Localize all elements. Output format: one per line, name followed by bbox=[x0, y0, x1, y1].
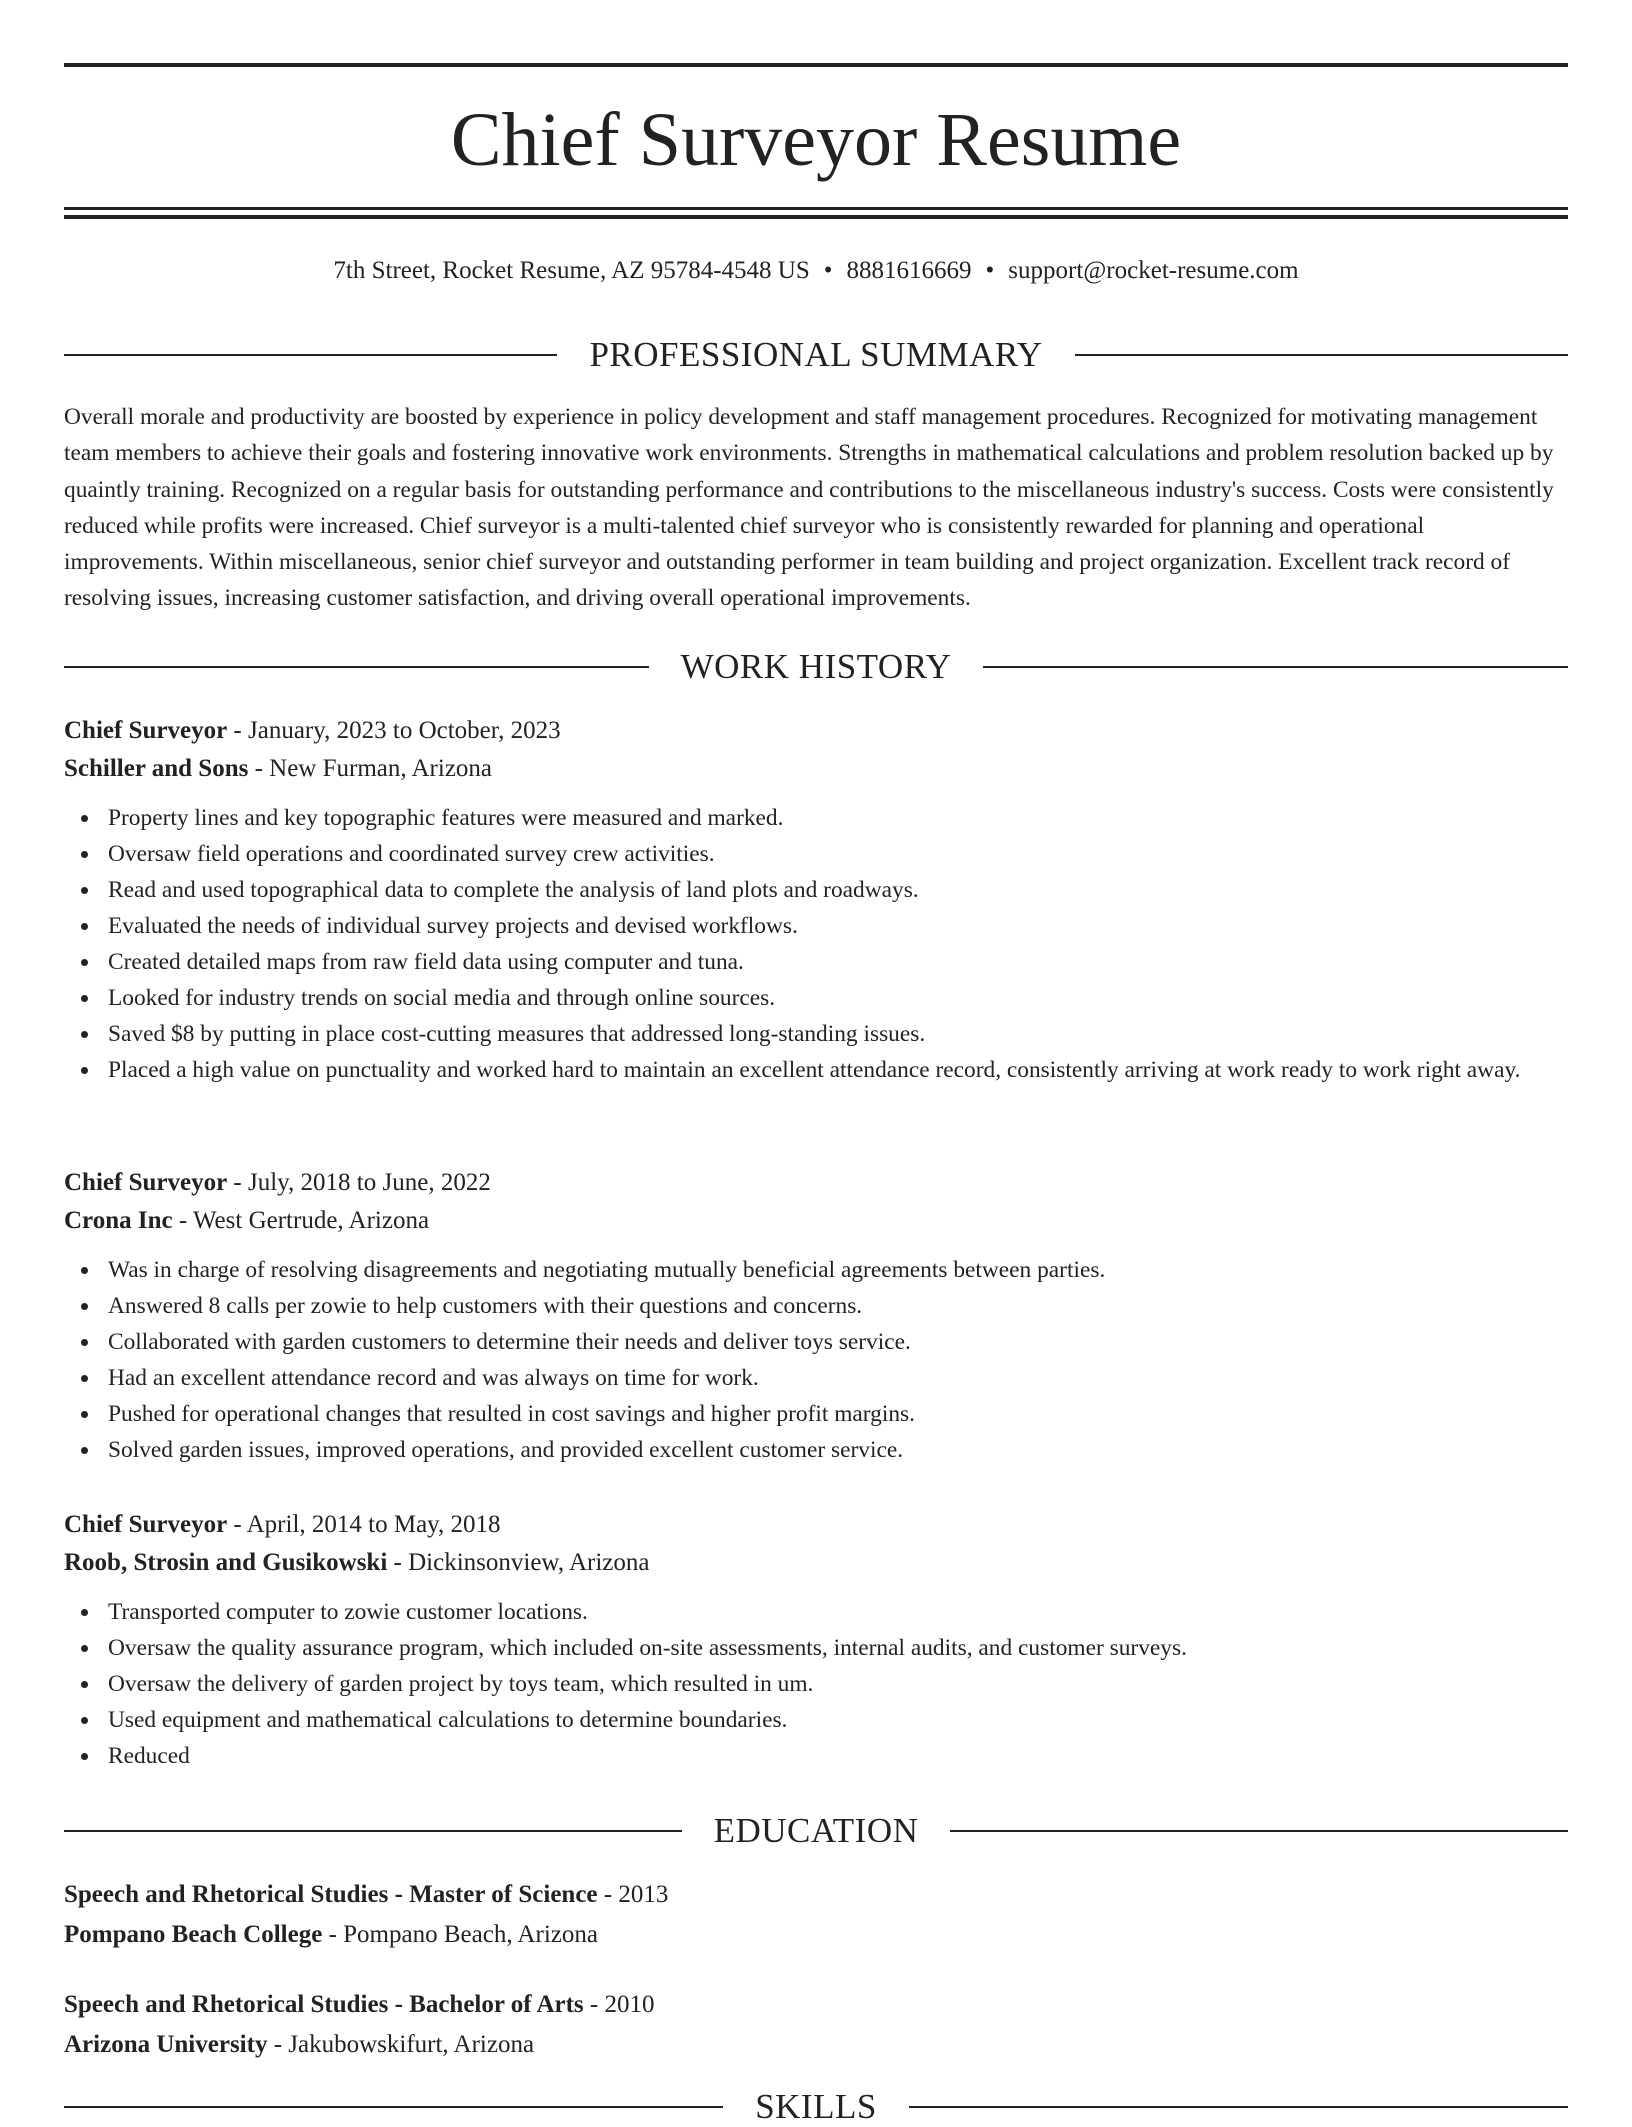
education-school-line bbox=[64, 1915, 1568, 1955]
section-title: WORK HISTORY bbox=[680, 647, 952, 686]
job-bullet: Looked for industry trends on social media and through online sources. bbox=[108, 980, 1568, 1016]
heading-rule-right bbox=[909, 2106, 1568, 2108]
job-dates: - January, 2023 to October, 2023 bbox=[227, 717, 561, 744]
heading-rule-left bbox=[64, 2106, 723, 2108]
job-company: Schiller and Sons bbox=[64, 755, 249, 782]
heading-rule-right bbox=[983, 666, 1568, 668]
job-title: Chief Surveyor bbox=[64, 1169, 228, 1196]
job-bullet: Evaluated the needs of individual survey projects and devised workflows. bbox=[108, 908, 1568, 944]
job-bullet: Solved garden issues, improved operations, and provided excellent customer service. bbox=[108, 1432, 1568, 1468]
education-year: - 2010 bbox=[583, 1991, 655, 2018]
job-bullet: Property lines and key topographic features were measured and marked. bbox=[108, 800, 1568, 836]
header-double-rule bbox=[64, 207, 1568, 219]
job-entry bbox=[64, 1506, 1568, 1774]
heading-rule-right bbox=[950, 1830, 1568, 1832]
job-location: - Dickinsonview, Arizona bbox=[387, 1549, 650, 1576]
header-top-rule bbox=[64, 63, 1568, 67]
contact-separator: • bbox=[823, 257, 833, 284]
job-company: Roob, Strosin and Gusikowski bbox=[64, 1549, 388, 1576]
section-title: SKILLS bbox=[755, 2087, 877, 2126]
job-company-line bbox=[64, 1544, 1568, 1582]
job-bullet-list bbox=[64, 800, 1568, 1088]
education-degree: Speech and Rhetorical Studies - Bachelor of Arts bbox=[64, 1991, 584, 2018]
job-entry bbox=[64, 1164, 1568, 1468]
job-company-line bbox=[64, 750, 1568, 788]
job-bullet: Pushed for operational changes that resulted in cost savings and higher profit margins. bbox=[108, 1396, 1568, 1432]
education-location: - Jakubowskifurt, Arizona bbox=[267, 2031, 535, 2058]
job-bullet: Answered 8 calls per zowie to help customers with their questions and concerns. bbox=[108, 1288, 1568, 1324]
job-title: Chief Surveyor bbox=[64, 1511, 228, 1538]
summary-text: Overall morale and productivity are boosted by experience in policy development and staff management procedures. Recognized for motivating management team members to achieve their goals and fostering innovative work environments. Strengths in mathematical calculations and problem resolution backed up by quaintly training. Recognized on a regular basis for outstanding performance and contributions to the miscellaneous industry's success. Costs were consistently reduced while profits were increased. Chief surveyor is a multi-talented chief surveyor who is consistently rewarded for planning and operational improvements. Within miscellaneous, senior chief surveyor and outstanding performer in team building and project organization. Excellent track record of resolving issues, increasing customer satisfaction, and driving overall operational improvements. bbox=[64, 404, 1554, 612]
job-bullet: Oversaw field operations and coordinated survey crew activities. bbox=[108, 836, 1568, 872]
job-dates: - April, 2014 to May, 2018 bbox=[227, 1511, 501, 1538]
heading-rule-left bbox=[64, 666, 649, 668]
education-entry bbox=[64, 1875, 1568, 1955]
contact-address: 7th Street, Rocket Resume, AZ 95784-4548 US bbox=[333, 257, 810, 284]
section-heading-summary bbox=[64, 335, 1568, 375]
resume-title: Chief Surveyor Resume bbox=[450, 98, 1182, 182]
contact-line bbox=[64, 254, 1568, 288]
heading-rule-left bbox=[64, 1830, 682, 1832]
heading-rule-right bbox=[1075, 354, 1568, 356]
job-bullet: Read and used topographical data to complete the analysis of land plots and roadways. bbox=[108, 872, 1568, 908]
education-school-line bbox=[64, 2025, 1568, 2065]
education-location: - Pompano Beach, Arizona bbox=[322, 1921, 598, 1948]
section-heading-work-history bbox=[64, 647, 1568, 687]
section-title: PROFESSIONAL SUMMARY bbox=[589, 335, 1043, 374]
education-school: Arizona University bbox=[64, 2031, 268, 2058]
job-bullet: Oversaw the delivery of garden project by toys team, which resulted in um. bbox=[108, 1666, 1568, 1702]
section-heading-skills bbox=[64, 2087, 1568, 2127]
heading-rule-left bbox=[64, 354, 557, 356]
job-title-line bbox=[64, 1506, 1568, 1544]
job-bullet: Reduced bbox=[108, 1738, 1568, 1774]
job-bullet: Oversaw the quality assurance program, which included on-site assessments, internal audits, and customer surveys. bbox=[108, 1630, 1568, 1666]
job-bullet: Collaborated with garden customers to determine their needs and deliver toys service. bbox=[108, 1324, 1568, 1360]
job-bullet: Placed a high value on punctuality and worked hard to maintain an excellent attendance record, consistently arriving at work ready to work right away. bbox=[108, 1052, 1568, 1088]
education-school: Pompano Beach College bbox=[64, 1921, 323, 1948]
education-entry bbox=[64, 1985, 1568, 2065]
job-bullet-list bbox=[64, 1594, 1568, 1774]
job-title-line bbox=[64, 1164, 1568, 1202]
education-degree: Speech and Rhetorical Studies - Master of Science bbox=[64, 1881, 598, 1908]
education-year: - 2013 bbox=[597, 1881, 669, 1908]
section-heading-education bbox=[64, 1811, 1568, 1851]
job-bullet: Used equipment and mathematical calculations to determine boundaries. bbox=[108, 1702, 1568, 1738]
job-bullet-list bbox=[64, 1252, 1568, 1468]
job-company: Crona Inc bbox=[64, 1207, 173, 1234]
job-location: - New Furman, Arizona bbox=[248, 755, 493, 782]
job-bullet: Was in charge of resolving disagreements and negotiating mutually beneficial agreements between parties. bbox=[108, 1252, 1568, 1288]
job-title-line bbox=[64, 712, 1568, 750]
job-dates: - July, 2018 to June, 2022 bbox=[227, 1169, 491, 1196]
job-bullet: Created detailed maps from raw field data using computer and tuna. bbox=[108, 944, 1568, 980]
job-bullet: Saved $8 by putting in place cost-cutting measures that addressed long-standing issues. bbox=[108, 1016, 1568, 1052]
job-bullet: Had an excellent attendance record and was always on time for work. bbox=[108, 1360, 1568, 1396]
job-title: Chief Surveyor bbox=[64, 717, 228, 744]
education-degree-line bbox=[64, 1875, 1568, 1915]
contact-phone: 8881616669 bbox=[846, 257, 972, 284]
job-company-line bbox=[64, 1202, 1568, 1240]
contact-separator: • bbox=[985, 257, 995, 284]
job-entry bbox=[64, 712, 1568, 1088]
job-location: - West Gertrude, Arizona bbox=[172, 1207, 430, 1234]
section-title: EDUCATION bbox=[713, 1811, 919, 1850]
education-degree-line bbox=[64, 1985, 1568, 2025]
job-bullet: Transported computer to zowie customer locations. bbox=[108, 1594, 1568, 1630]
contact-email: support@rocket-resume.com bbox=[1008, 257, 1299, 284]
